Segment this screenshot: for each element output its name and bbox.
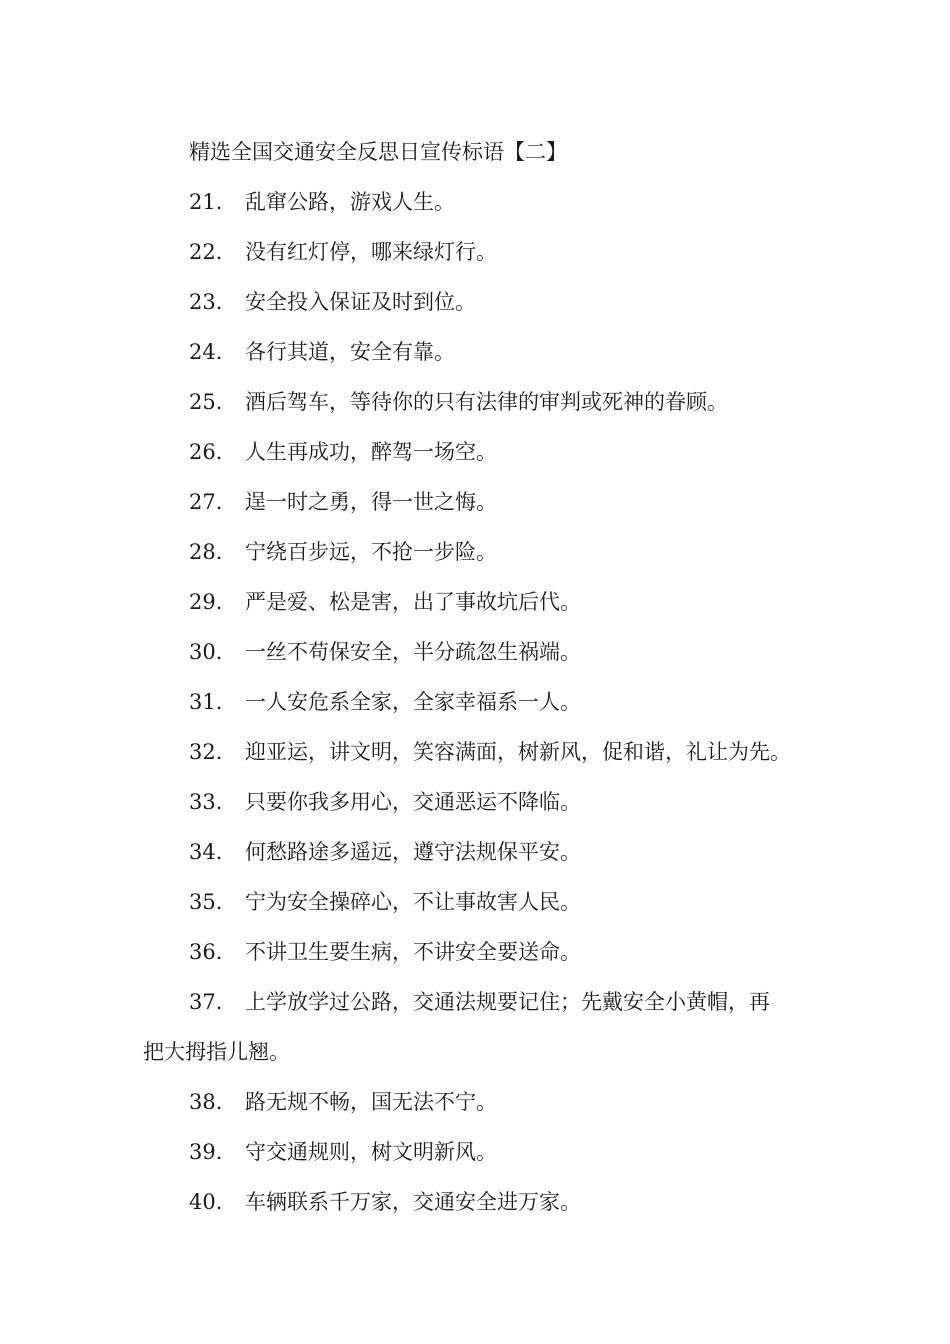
item-text: 酒后驾车，等待你的只有法律的审判或死神的眷顾。: [245, 390, 728, 414]
item-number: 29.: [189, 590, 223, 614]
item-text: 宁为安全操碎心，不让事故害人民。: [245, 890, 581, 914]
item-text: 路无规不畅，国无法不宁。: [245, 1090, 497, 1114]
item-number: 28.: [189, 540, 223, 564]
item-number: 34.: [189, 840, 223, 864]
item-text: 逞一时之勇，得一世之悔。: [245, 490, 497, 514]
list-item: [143, 784, 823, 820]
item-text: 守交通规则，树文明新风。: [245, 1140, 497, 1164]
item-text: 不讲卫生要生病，不讲安全要送命。: [245, 940, 581, 964]
list-item: [143, 284, 823, 320]
list-item: [143, 684, 823, 720]
list-item: [143, 184, 823, 220]
item-number: 23.: [189, 290, 223, 314]
list-item: [143, 734, 823, 770]
item-number: 35.: [189, 890, 223, 914]
document-title: 精选全国交通安全反思日宣传标语【二】: [189, 140, 567, 164]
list-item: [143, 384, 823, 420]
list-item: [143, 434, 823, 470]
item-number: 25.: [189, 390, 223, 414]
item-text: 乱窜公路，游戏人生。: [245, 190, 455, 214]
item-text: 上学放学过公路，交通法规要记住；先戴安全小黄帽，再: [245, 990, 770, 1014]
item-text: 各行其道，安全有靠。: [245, 340, 455, 364]
item-text: 迎亚运，讲文明，笑容满面，树新风，促和谐，礼让为先。: [245, 740, 791, 764]
item-number: 32.: [189, 740, 223, 764]
item-text: 严是爱、松是害，出了事故坑后代。: [245, 590, 581, 614]
item-text: 只要你我多用心，交通恶运不降临。: [245, 790, 581, 814]
item-text-continuation: 把大拇指儿翘。: [143, 1040, 290, 1064]
item-number: 33.: [189, 790, 223, 814]
item-text: 一人安危系全家，全家幸福系一人。: [245, 690, 581, 714]
list-item: [143, 884, 823, 920]
item-number: 21.: [189, 190, 223, 214]
item-number: 30.: [189, 640, 223, 664]
item-text: 车辆联系千万家，交通安全进万家。: [245, 1190, 581, 1214]
item-text: 安全投入保证及时到位。: [245, 290, 476, 314]
list-item: [143, 1184, 823, 1220]
item-number: 38.: [189, 1090, 223, 1114]
list-item: [143, 634, 823, 670]
list-item: [143, 1134, 823, 1170]
item-number: 39.: [189, 1140, 223, 1164]
item-text: 人生再成功，醉驾一场空。: [245, 440, 497, 464]
list-item: [143, 534, 823, 570]
list-item: [143, 934, 823, 970]
list-item: [143, 984, 823, 1070]
document-body: [143, 134, 823, 1234]
item-number: 31.: [189, 690, 223, 714]
list-item: [143, 1084, 823, 1120]
list-item: [143, 334, 823, 370]
list-item: [143, 584, 823, 620]
item-number: 40.: [189, 1190, 223, 1214]
item-text: 何愁路途多遥远，遵守法规保平安。: [245, 840, 581, 864]
item-number: 36.: [189, 940, 223, 964]
item-text: 没有红灯停，哪来绿灯行。: [245, 240, 497, 264]
item-number: 26.: [189, 440, 223, 464]
item-number: 27.: [189, 490, 223, 514]
item-number: 24.: [189, 340, 223, 364]
list-item: [143, 484, 823, 520]
list-item: [143, 834, 823, 870]
list-item: [143, 234, 823, 270]
item-text: 宁绕百步远，不抢一步险。: [245, 540, 497, 564]
item-text: 一丝不苟保安全，半分疏忽生祸端。: [245, 640, 581, 664]
item-number: 22.: [189, 240, 223, 264]
item-number: 37.: [189, 990, 223, 1014]
